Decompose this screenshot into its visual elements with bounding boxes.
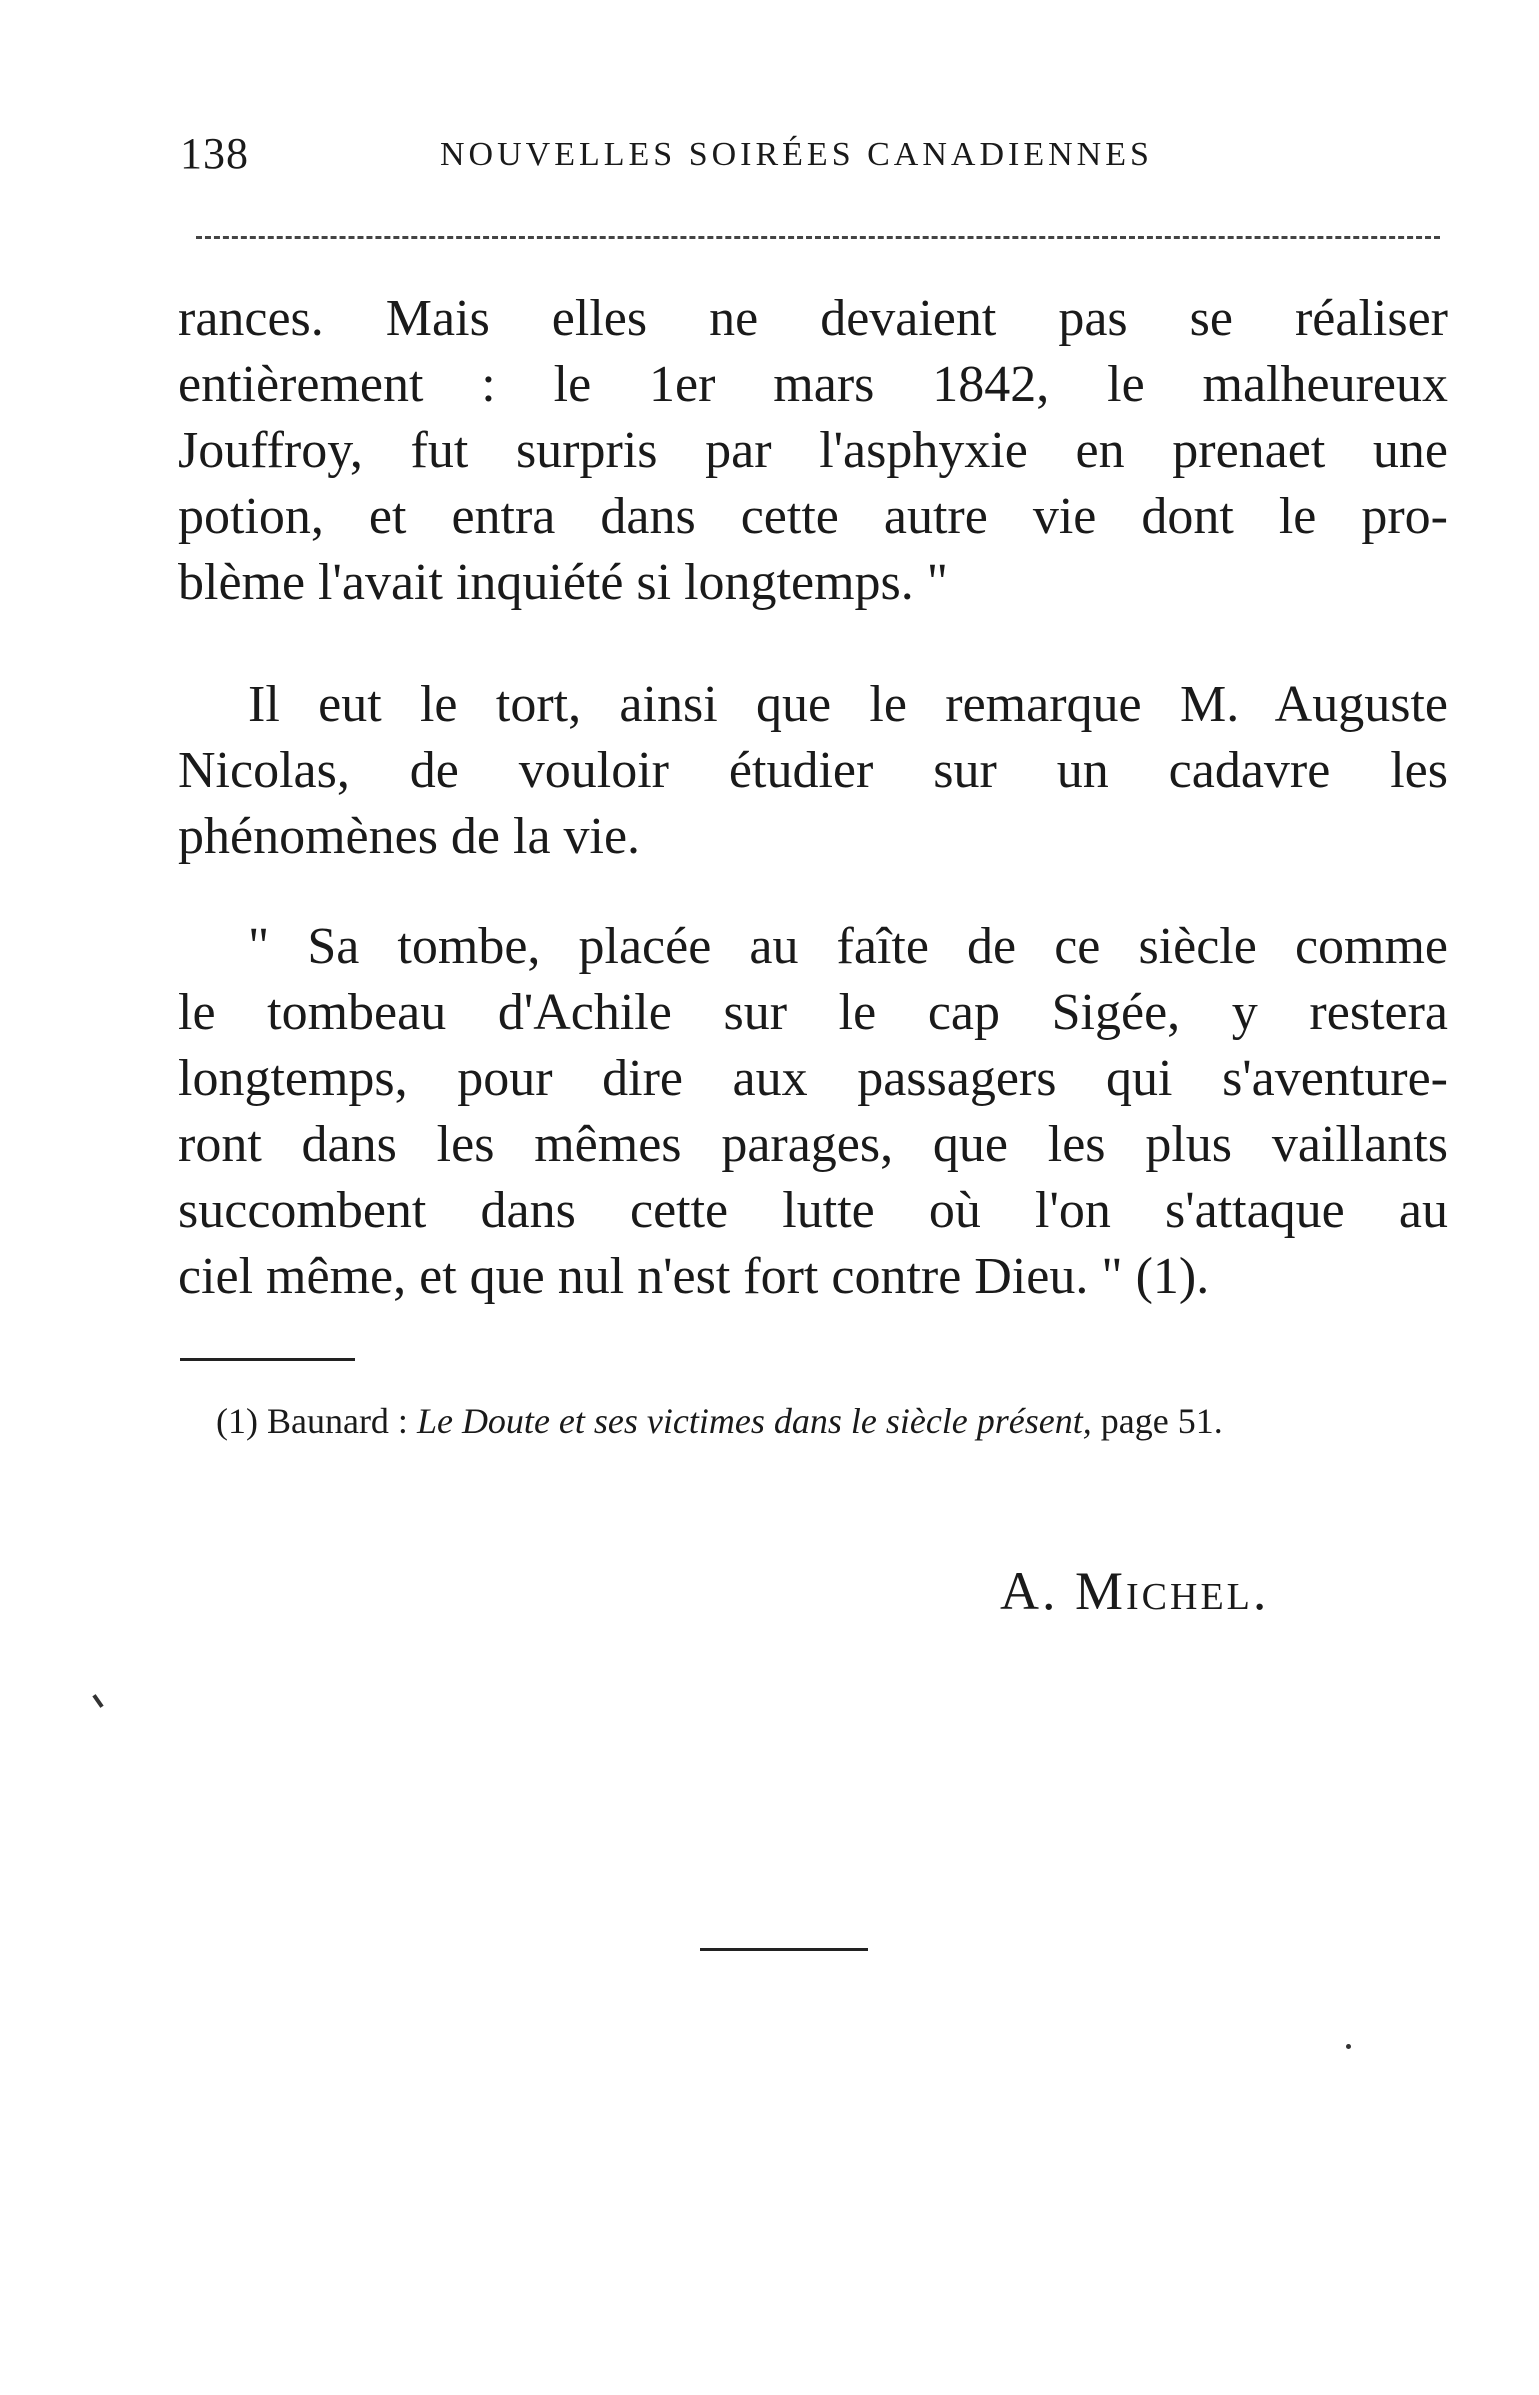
text-line: le tombeau d'Achile sur le cap Sigée, y restera (178, 984, 1448, 1041)
end-rule (700, 1948, 868, 1951)
footnote-page: page 51. (1100, 1401, 1223, 1441)
text-line: Il eut le tort, ainsi que le remarque M. Auguste (248, 676, 1448, 733)
paragraph-2 (178, 672, 1448, 870)
paragraph-1 (178, 286, 1448, 616)
text-line: longtemps, pour dire aux passagers qui s'aventure- (178, 1050, 1448, 1107)
text-line: blème l'avait inquiété si longtemps. " (178, 554, 948, 611)
footnote-title: Le Doute et ses victimes dans le siècle présent, (416, 1401, 1092, 1441)
header-rule (196, 236, 1440, 239)
text-line: entièrement : le 1er mars 1842, le malheureux (178, 356, 1448, 413)
footnote (216, 1400, 1223, 1442)
signature-text: A. Michel. (1000, 1561, 1270, 1621)
text-line: phénomènes de la vie. (178, 808, 641, 865)
text-line: ciel même, et que nul n'est fort contre Dieu. " (1). (178, 1248, 1210, 1305)
text-line: Jouffroy, fut surpris par l'asphyxie en prenaet une (178, 422, 1448, 479)
text-line: " Sa tombe, placée au faîte de ce siècle comme (248, 918, 1448, 975)
paragraph-3 (178, 914, 1448, 1310)
text-line: potion, et entra dans cette autre vie dont le pro- (178, 488, 1448, 545)
text-line: rances. Mais elles ne devaient pas se réaliser (178, 290, 1448, 347)
text-line: Nicolas, de vouloir étudier sur un cadavre les (178, 742, 1448, 799)
page-number: 138 (180, 129, 249, 178)
footnote-rule (180, 1358, 355, 1361)
text-line: succombent dans cette lutte où l'on s'attaque au (178, 1182, 1448, 1239)
signature (1000, 1560, 1269, 1622)
scan-speck (92, 1694, 103, 1708)
text-line: ront dans les mêmes parages, que les plus vaillants (178, 1116, 1448, 1173)
footnote-marker: (1) Baunard : (216, 1401, 408, 1441)
running-title: NOUVELLES SOIRÉES CANADIENNES (440, 136, 1153, 173)
scan-speck (1346, 2044, 1351, 2049)
